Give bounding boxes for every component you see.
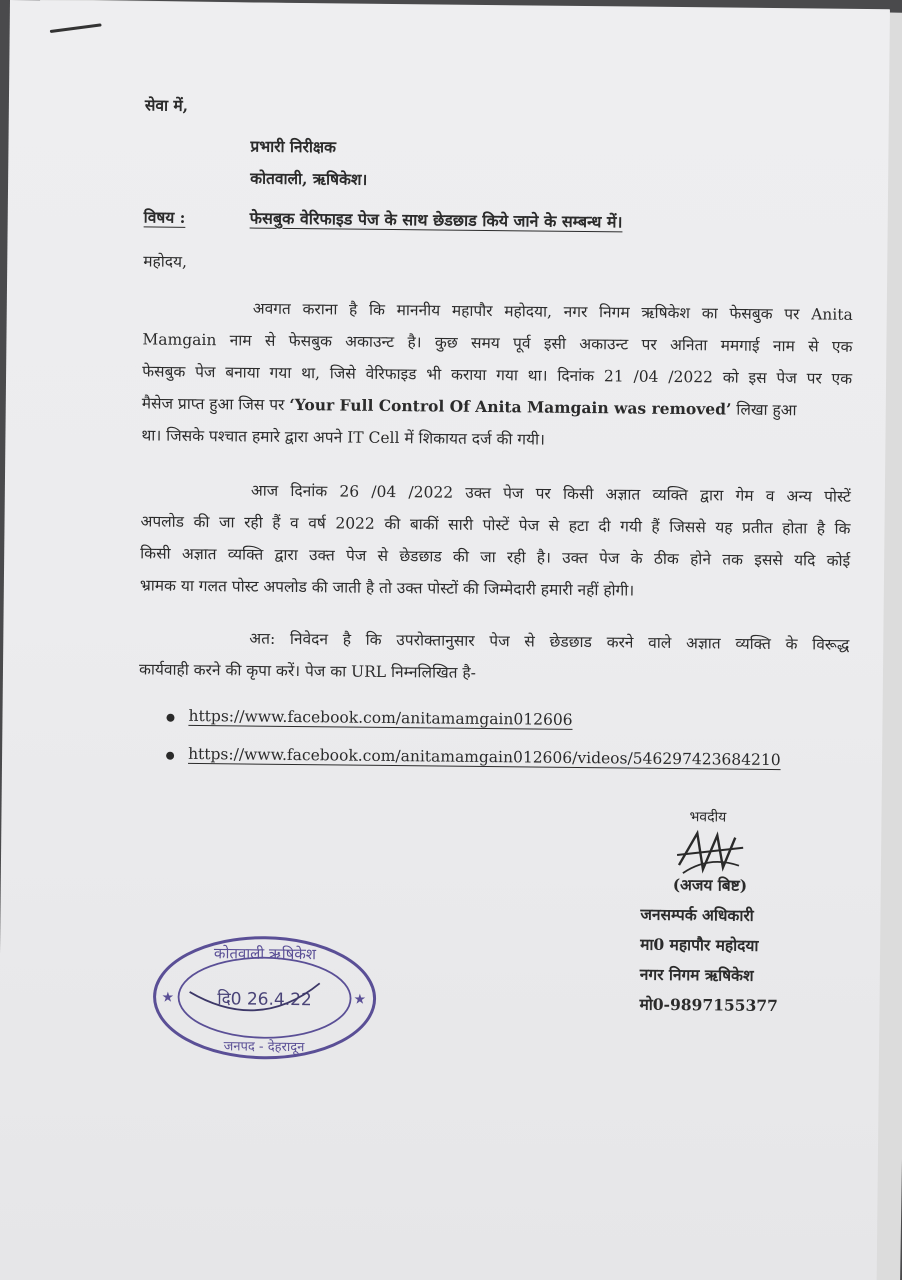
para3-line1: अत: निवेदन है कि उपरोक्तानुसार पेज से छेडछाड करने वाले अज्ञात व्यक्ति के विरूद्ध bbox=[249, 629, 850, 654]
police-station-stamp bbox=[149, 932, 380, 1064]
svg-text:★: ★ bbox=[161, 989, 175, 1006]
para1-line5: था। जिसके पश्चात हमारे द्वारा अपने IT Cell में शिकायत दर्ज की गयी। bbox=[141, 426, 546, 449]
para1-line4 bbox=[142, 393, 797, 420]
signatory-office: मा0 महापौर महोदया bbox=[640, 934, 759, 955]
signatory-designation: जनसम्पर्क अधिकारी bbox=[640, 904, 754, 925]
signatory-name: (अजय बिष्ट) bbox=[672, 874, 748, 895]
recipient-line-2: कोतवाली, ऋषिकेश। bbox=[250, 168, 368, 189]
stamp-top-text: कोतवाली ऋषिकेश bbox=[213, 944, 317, 964]
para2-line2: अपलोड की जा रही हैं व वर्ष 2022 की बाकीं सारी पोस्टें पेज से हटा दी गयी हैं जिससे यह प्रतीत होता है कि bbox=[140, 512, 851, 538]
para1-line4-start: मैसेज प्राप्त हुआ जिस पर bbox=[141, 394, 285, 414]
pen-mark bbox=[50, 23, 102, 33]
signatory-org: नगर निगम ऋषिकेश bbox=[639, 964, 754, 985]
recipient-line-1: प्रभारी निरीक्षक bbox=[250, 136, 337, 157]
salutation-to: सेवा में, bbox=[144, 95, 189, 115]
bullet-icon bbox=[166, 714, 174, 722]
para3-line2: कार्यवाही करने की कृपा करें। पेज का URL निम्नलिखित है- bbox=[138, 660, 477, 682]
quoted-message: ‘Your Full Control Of Anita Mamgain was removed’ bbox=[289, 394, 732, 419]
subject-text: फेसबुक वेरिफाइड पेज के साथ छेडछाड किये जाने के सम्बन्ध में। bbox=[249, 208, 623, 232]
signature-scribble bbox=[673, 825, 754, 882]
bullet-icon bbox=[166, 752, 174, 760]
para2-line4: भ्रामक या गलत पोस्ट अपलोड की जाती है तो उक्त पोस्टों की जिम्मेदारी हमारी नहीं होगी। bbox=[139, 576, 635, 600]
signatory-mobile: मो0-9897155377 bbox=[639, 994, 778, 1016]
para2-line3: किसी अज्ञात व्यक्ति द्वारा उक्त पेज से छेडछाड की जा रही है। उक्त पेज के ठीक होने तक इससे यदि कोई bbox=[140, 544, 851, 570]
url-1[interactable]: https://www.facebook.com/anitamamgain012606 bbox=[188, 706, 573, 729]
valediction: भवदीय bbox=[689, 809, 727, 826]
subject-label: विषय : bbox=[143, 207, 186, 227]
stamp-bottom-text: जनपद - देहरादून bbox=[223, 1039, 305, 1056]
para1-line3: फेसबुक पेज बनाया गया था, जिसे वेरिफाइड भी कराया गया था। दिनांक 21 /04 /2022 को इस पेज पर एक bbox=[142, 362, 853, 388]
para1-line2: Mamgain नाम से फेसबुक अकाउन्ट है। कुछ समय पूर्व इसी अकाउन्ट पर अनिता ममगाई नाम से एक bbox=[142, 330, 853, 356]
svg-text:★: ★ bbox=[353, 991, 367, 1008]
greeting: महोदय, bbox=[143, 252, 188, 271]
stamp-date-text: दि0 26.4.22 bbox=[217, 989, 312, 1011]
para1-line4-end: लिखा हुआ bbox=[736, 400, 797, 420]
para2-line1: आज दिनांक 26 /04 /2022 उक्त पेज पर किसी अज्ञात व्यक्ति द्वारा गेम व अन्य पोस्टें bbox=[250, 481, 851, 506]
para1-line1: अवगत कराना है कि माननीय महापौर महोदया, नगर निगम ऋषिकेश का फेसबुक पर Anita bbox=[252, 299, 853, 324]
url-2[interactable]: https://www.facebook.com/anitamamgain012606/videos/546297423684210 bbox=[188, 744, 781, 770]
